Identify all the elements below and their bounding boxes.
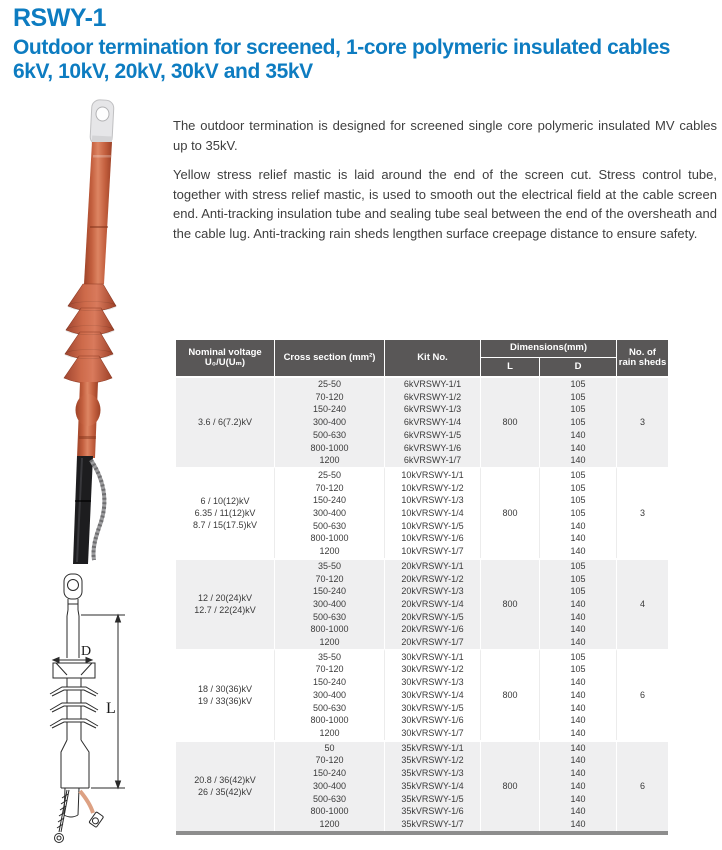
dimension-d-cell: 140: [540, 429, 617, 442]
dimension-l-cell: 800: [481, 558, 540, 649]
kit-no-cell: 20kVRSWY-1/4: [385, 598, 481, 611]
dimension-d-cell: 140: [540, 454, 617, 467]
page-title: [13, 36, 718, 84]
cross-section-cell: 70-120: [275, 573, 385, 586]
dimension-d-cell: 105: [540, 391, 617, 404]
cross-section-cell: 300-400: [275, 416, 385, 429]
dimension-d-cell: 140: [540, 727, 617, 740]
dimension-d-cell: 140: [540, 780, 617, 793]
dimension-l-label: L: [106, 700, 116, 717]
header-voltage-unit: U₀/U(Uₘ): [204, 357, 246, 368]
cross-section-cell: 800-1000: [275, 532, 385, 545]
cross-section-cell: 500-630: [275, 429, 385, 442]
description-paragraph-2: Yellow stress relief mastic is laid around the end of the screen cut. Stress control tube, together with stress relief mastic, is used to smooth out the electrical field at the cable screen end. Anti-tracking insulation tube and sealing tube seal between the end of the oversheath and the cable lug. Anti-tracking rain sheds lengthen surface creepage distance to ensure safety.: [173, 167, 717, 241]
voltage-cell: 12 / 20(24)kV 12.7 / 22(24)kV: [176, 558, 275, 649]
kit-no-cell: 6kVRSWY-1/1: [385, 376, 481, 391]
kit-no-cell: 10kVRSWY-1/6: [385, 532, 481, 545]
dimension-d-cell: 140: [540, 636, 617, 649]
rain-sheds-cell: 6: [617, 740, 668, 831]
drawing-lug: [64, 574, 82, 616]
voltage-cell: 6 / 10(12)kV 6.35 / 11(12)kV 8.7 / 15(17.5)kV: [176, 467, 275, 558]
cross-section-cell: 70-120: [275, 482, 385, 495]
cross-section-cell: 800-1000: [275, 714, 385, 727]
kit-no-cell: 6kVRSWY-1/3: [385, 403, 481, 416]
dimension-l-cell: 800: [481, 376, 540, 467]
voltage-cell: 18 / 30(36)kV 19 / 33(36)kV: [176, 649, 275, 740]
rain-sheds-cell: 3: [617, 467, 668, 558]
header-rain-sheds-line1: No. of: [629, 346, 656, 358]
cross-section-cell: 25-50: [275, 376, 385, 391]
dimension-d-cell: 140: [540, 714, 617, 727]
kit-no-cell: 20kVRSWY-1/2: [385, 573, 481, 586]
spec-row: [176, 467, 668, 482]
page-title-line-2: 6kV, 10kV, 20kV, 30kV and 35kV: [13, 60, 313, 83]
dimension-d-cell: 105: [540, 649, 617, 664]
kit-no-cell: 10kVRSWY-1/7: [385, 545, 481, 558]
dimension-d-cell: 140: [540, 676, 617, 689]
cross-section-cell: 800-1000: [275, 805, 385, 818]
kit-no-cell: 30kVRSWY-1/7: [385, 727, 481, 740]
dimension-d-cell: 140: [540, 532, 617, 545]
cross-section-cell: 500-630: [275, 793, 385, 806]
kit-no-cell: 35kVRSWY-1/4: [385, 780, 481, 793]
dimension-d-cell: 105: [540, 494, 617, 507]
cross-section-cell: 70-120: [275, 663, 385, 676]
lower-tube: [76, 382, 101, 458]
kit-no-cell: 20kVRSWY-1/3: [385, 585, 481, 598]
kit-no-cell: 30kVRSWY-1/5: [385, 702, 481, 715]
cross-section-cell: 25-50: [275, 467, 385, 482]
drawing-body: [50, 616, 98, 788]
dimension-d-cell: 140: [540, 793, 617, 806]
cross-section-cell: 70-120: [275, 754, 385, 767]
dimension-l-cell: 800: [481, 467, 540, 558]
cross-section-cell: 1200: [275, 636, 385, 649]
cross-section-cell: 300-400: [275, 507, 385, 520]
cross-section-cell: 35-50: [275, 558, 385, 573]
kit-no-cell: 10kVRSWY-1/5: [385, 520, 481, 533]
kit-no-cell: 6kVRSWY-1/5: [385, 429, 481, 442]
dimension-d-cell: 105: [540, 376, 617, 391]
dimension-d-cell: 140: [540, 818, 617, 831]
kit-no-cell: 35kVRSWY-1/1: [385, 740, 481, 755]
dimension-d-cell: 140: [540, 520, 617, 533]
rain-sheds: [64, 284, 116, 383]
dimension-d-cell: 105: [540, 482, 617, 495]
spec-row: [176, 740, 668, 755]
dimension-d-cell: 105: [540, 507, 617, 520]
kit-no-cell: 30kVRSWY-1/2: [385, 663, 481, 676]
kit-no-cell: 20kVRSWY-1/7: [385, 636, 481, 649]
kit-no-cell: 30kVRSWY-1/1: [385, 649, 481, 664]
header-rain-sheds-line2: rain sheds: [618, 357, 667, 368]
description-paragraph-1: The outdoor termination is designed for screened single core polymeric insulated MV cables up to 35kV.: [173, 118, 717, 153]
dimension-d-cell: 140: [540, 545, 617, 558]
kit-no-cell: 6kVRSWY-1/4: [385, 416, 481, 429]
cross-section-cell: 1200: [275, 727, 385, 740]
dimension-d-cell: 140: [540, 754, 617, 767]
kit-no-cell: 35kVRSWY-1/3: [385, 767, 481, 780]
dimension-l-cell: 800: [481, 740, 540, 831]
dimension-d-cell: 140: [540, 611, 617, 624]
spec-row: [176, 649, 668, 664]
cross-section-cell: 500-630: [275, 520, 385, 533]
kit-no-cell: 6kVRSWY-1/2: [385, 391, 481, 404]
dimension-d-cell: 140: [540, 598, 617, 611]
page-title-line-1: Outdoor termination for screened, 1-core polymeric insulated cables: [13, 36, 671, 59]
title-block: [13, 4, 718, 84]
header-cross-section: Cross section (mm²): [275, 340, 385, 376]
kit-no-cell: 6kVRSWY-1/7: [385, 454, 481, 467]
dimension-d-cell: 140: [540, 442, 617, 455]
dimension-d-cell: 105: [540, 467, 617, 482]
header-kit-no: Kit No.: [385, 340, 481, 376]
kit-no-cell: 35kVRSWY-1/5: [385, 793, 481, 806]
voltage-cell: 20.8 / 36(42)kV 26 / 35(42)kV: [176, 740, 275, 831]
dimension-d-cell: 140: [540, 805, 617, 818]
cable: [73, 456, 93, 564]
rain-sheds-cell: 6: [617, 649, 668, 740]
dimension-d-label: D: [81, 644, 92, 659]
cross-section-cell: 300-400: [275, 689, 385, 702]
header-nominal-voltage: [176, 340, 275, 376]
kit-no-cell: 20kVRSWY-1/1: [385, 558, 481, 573]
spec-row: [176, 376, 668, 391]
cross-section-cell: 800-1000: [275, 623, 385, 636]
header-dimension-d: D: [540, 358, 617, 376]
header-rain-sheds: [617, 340, 668, 376]
cross-section-cell: 35-50: [275, 649, 385, 664]
header-dimensions: Dimensions(mm): [481, 340, 617, 358]
kit-no-cell: 10kVRSWY-1/2: [385, 482, 481, 495]
product-description: [173, 116, 717, 243]
cross-section-cell: 500-630: [275, 702, 385, 715]
kit-no-cell: 10kVRSWY-1/4: [385, 507, 481, 520]
cable-lug: [90, 99, 114, 145]
cross-section-cell: 1200: [275, 545, 385, 558]
rain-sheds-cell: 3: [617, 376, 668, 467]
dimension-d-cell: 105: [540, 573, 617, 586]
kit-no-cell: 6kVRSWY-1/6: [385, 442, 481, 455]
spec-table: [176, 340, 668, 831]
kit-no-cell: 35kVRSWY-1/7: [385, 818, 481, 831]
product-code: RSWY-1: [13, 4, 106, 32]
technical-drawing: [28, 572, 168, 850]
cross-section-cell: 70-120: [275, 391, 385, 404]
voltage-cell: 3.6 / 6(7.2)kV: [176, 376, 275, 467]
dimension-d-cell: 140: [540, 623, 617, 636]
dimension-d-cell: 140: [540, 740, 617, 755]
cross-section-cell: 300-400: [275, 598, 385, 611]
dimension-d-cell: 105: [540, 403, 617, 416]
dimension-d-cell: 105: [540, 416, 617, 429]
upper-tube: [84, 142, 112, 284]
cross-section-cell: 300-400: [275, 780, 385, 793]
kit-no-cell: 20kVRSWY-1/6: [385, 623, 481, 636]
ground-braid: [91, 460, 104, 560]
spec-table-wrap: [176, 340, 668, 835]
dimension-d-cell: 105: [540, 663, 617, 676]
cross-section-cell: 150-240: [275, 767, 385, 780]
dimension-d-cell: 105: [540, 558, 617, 573]
kit-no-cell: 10kVRSWY-1/1: [385, 467, 481, 482]
cross-section-cell: 150-240: [275, 585, 385, 598]
product-photo: [30, 98, 165, 566]
kit-no-cell: 30kVRSWY-1/4: [385, 689, 481, 702]
cross-section-cell: 1200: [275, 818, 385, 831]
dimension-d-cell: 140: [540, 767, 617, 780]
kit-no-cell: 30kVRSWY-1/3: [385, 676, 481, 689]
cross-section-cell: 150-240: [275, 403, 385, 416]
header-nominal-voltage-line1: Nominal voltage: [188, 346, 262, 358]
cross-section-cell: 150-240: [275, 676, 385, 689]
kit-no-cell: 35kVRSWY-1/2: [385, 754, 481, 767]
kit-no-cell: 30kVRSWY-1/6: [385, 714, 481, 727]
spec-row: [176, 558, 668, 573]
rain-sheds-cell: 4: [617, 558, 668, 649]
dimension-d-cell: 105: [540, 585, 617, 598]
dimension-d-cell: 140: [540, 702, 617, 715]
kit-no-cell: 35kVRSWY-1/6: [385, 805, 481, 818]
cross-section-cell: 1200: [275, 454, 385, 467]
cross-section-cell: 500-630: [275, 611, 385, 624]
header-dimension-l: L: [481, 358, 540, 376]
cross-section-cell: 800-1000: [275, 442, 385, 455]
dimension-l-cell: 800: [481, 649, 540, 740]
cross-section-cell: 150-240: [275, 494, 385, 507]
dimension-d-cell: 140: [540, 689, 617, 702]
spec-table-body: [176, 376, 668, 831]
kit-no-cell: 20kVRSWY-1/5: [385, 611, 481, 624]
kit-no-cell: 10kVRSWY-1/3: [385, 494, 481, 507]
cross-section-cell: 50: [275, 740, 385, 755]
table-bottom-bar: [176, 831, 668, 835]
